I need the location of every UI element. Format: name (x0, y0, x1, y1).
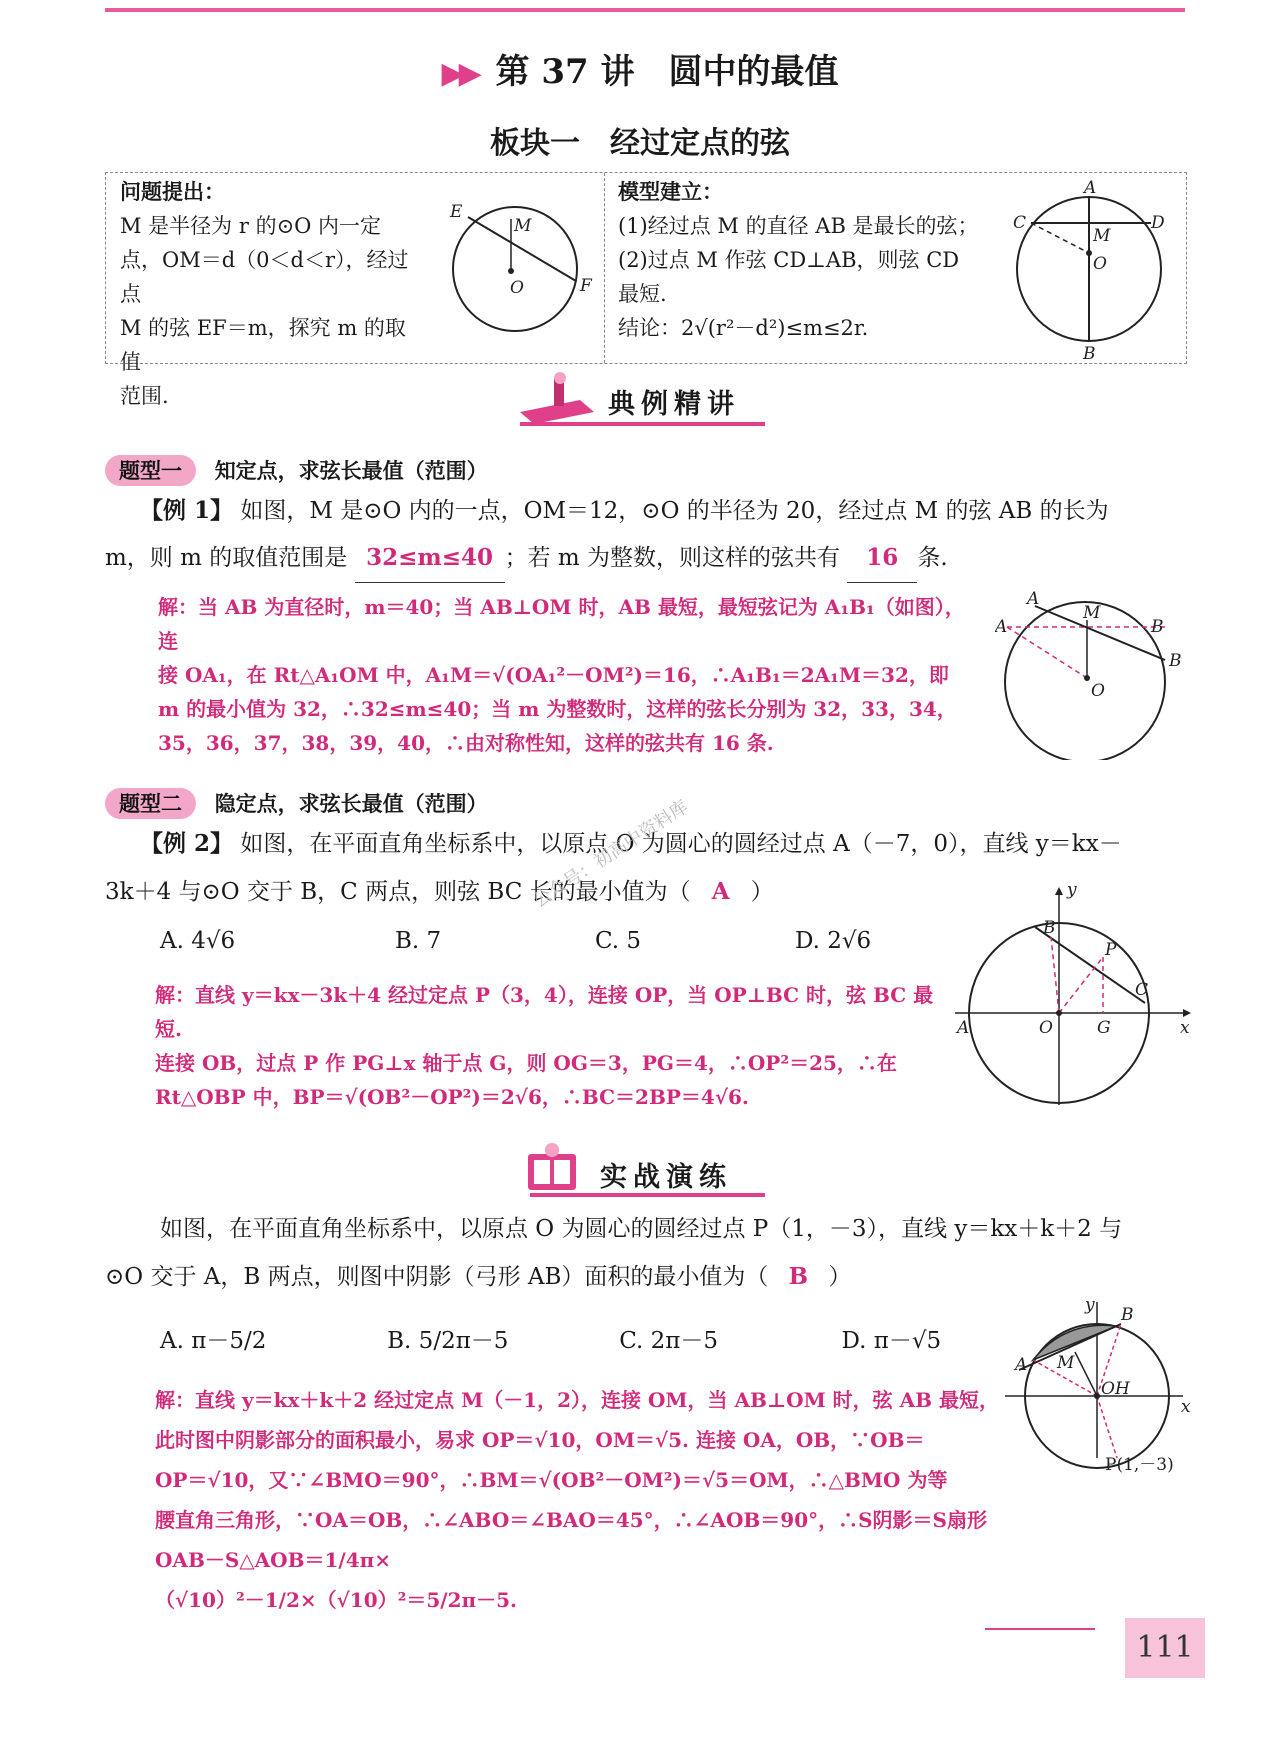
svg-text:B: B (1121, 1305, 1134, 1325)
svg-text:B: B (1043, 918, 1056, 938)
practice-solution: 解：直线 y＝kx＋k＋2 经过定点 M（－1，2），连接 OM，当 AB⊥OM 时，弦 AB 最短， 此时图中阴影部分的面积最小，易求 OP＝√10，OM＝√5. 连接 OA，OB，∵OB＝ OP＝√10，又∵∠BMO＝90°，∴BM＝√(OB²－OM²)＝√5＝OM，∴△BMO 为等 腰直角三角形，∵OA＝OB，∴∠ABO＝∠BAO＝45°，∴∠AOB＝90°，∴S阴影＝S扇形OAB－S△AOB＝1/4π× （√10）²－1/2×（√10）²＝5/2π－5. (155, 1388, 1000, 1612)
example1-solution: 解：当 AB 为直径时，m＝40；当 AB⊥OM 时，AB 最短，最短弦记为 A₁B₁（如图），连 接 OA₁，在 Rt△A₁OM 中，A₁M＝√(OA₁²－OM²)＝16，∴A₁B₁＝2A₁M＝32，即 m 的最小值为 32，∴32≤m≤40；当 m 为整数时，这样的弦长分别为 32，33，34， 35，36，37，38，39，40，∴由对称性知，这样的弦共有 16 条. (158, 595, 965, 755)
section-heading-practice: 实战演练 (600, 1162, 732, 1193)
svg-text:x: x (1181, 1397, 1191, 1417)
svg-text:O: O (510, 278, 524, 298)
intro-figure-1 (428, 181, 603, 356)
svg-text:H: H (1115, 1379, 1130, 1399)
type2-heading: 题型二 隐定点，求弦长最值（范围） (105, 788, 488, 818)
svg-text:A: A (1027, 590, 1040, 609)
svg-text:O: O (1101, 1379, 1115, 1399)
answer-blank: 16 (847, 534, 917, 583)
example2-options: A. 4√6 B. 7 C. 5 D. 2√6 (160, 928, 872, 954)
svg-text:B: B (1151, 617, 1164, 637)
example2-figure (955, 885, 1195, 1110)
example2-solution: 解：直线 y＝kx－3k＋4 经过定点 P（3，4），连接 OP，当 OP⊥BC 时，弦 BC 最短. 连接 OB，过点 P 作 PG⊥x 轴于点 G，则 OG＝3，PG＝4，∴OP²＝25，∴在 Rt△OBP 中，BP＝√(OB²－OP²)＝2√6，∴BC＝2BP＝4√6. (155, 983, 934, 1109)
example1-line1: 【例 1】 如图，M 是⊙O 内的一点，OM＝12，⊙O 的半径为 20，经过点 M 的弦 AB 的长为 (140, 497, 1109, 524)
model-statement: 模型建立： (1)经过点 M 的直径 AB 是最长的弦； (2)过点 M 作弦 CD⊥AB，则弦 CD 最短. 结论：2√(r²－d²)≤m≤2r. (618, 179, 979, 340)
svg-text:A: A (957, 1018, 970, 1038)
svg-text:O: O (1091, 681, 1105, 701)
book-icon (522, 1140, 582, 1196)
svg-text:E: E (450, 202, 463, 222)
desk-icon (510, 372, 598, 428)
svg-text:M: M (1093, 226, 1111, 246)
type-tag: 题型二 (105, 788, 196, 819)
svg-text:A: A (1015, 1355, 1028, 1375)
practice-line1: 如图，在平面直角坐标系中，以原点 O 为圆心的圆经过点 P（1，－3），直线 y＝kx＋k＋2 与 (160, 1216, 1123, 1242)
type-tag: 题型一 (105, 455, 196, 486)
svg-text:C: C (1135, 980, 1149, 1000)
type1-heading: 题型一 知定点，求弦长最值（范围） (105, 455, 488, 485)
example1-line2: m，则 m 的取值范围是 32≤m≤40 ；若 m 为整数，则这样的弦共有 16 条. (105, 534, 1185, 583)
svg-text:O: O (1039, 1018, 1053, 1038)
example2-line2: 3k＋4 与⊙O 交于 B，C 两点，则弦 BC 长的最小值为（ A ） (105, 878, 774, 905)
svg-text:M: M (1083, 603, 1101, 623)
practice-figure (1005, 1298, 1195, 1473)
problem-statement: 问题提出： M 是半径为 r 的⊙O 内一定 点，OM＝d（0＜d＜r），经过点 M 的弦 EF＝m，探究 m 的取值 范围. (120, 179, 409, 408)
svg-text:M: M (1057, 1353, 1075, 1373)
svg-text:M: M (514, 216, 532, 236)
svg-text:G: G (1097, 1018, 1111, 1038)
watermark: 公众号：初高中资料库 (529, 796, 693, 913)
svg-text:P: P (1105, 940, 1117, 960)
svg-text:B: B (1169, 651, 1182, 671)
svg-text:A: A (1084, 178, 1097, 198)
svg-text:A: A (995, 617, 1008, 637)
section-title: 板块一 经过定点的弦 (490, 126, 790, 161)
svg-text:B: B (1083, 344, 1096, 363)
example1-figure (995, 590, 1195, 760)
svg-text:y: y (1067, 885, 1077, 900)
answer-blank: 32≤m≤40 (355, 534, 505, 583)
section-heading-examples: 典例精讲 (608, 389, 740, 420)
svg-text:O: O (1093, 254, 1107, 274)
svg-text:x: x (1180, 1018, 1190, 1038)
lecture-title: ▶▶ 第 37 讲 圆中的最值 (441, 52, 839, 92)
practice-options: A. π－5/2 B. 5/2π－5 C. 2π－5 D. π－√5 (160, 1328, 942, 1354)
intro-figure-2 (1001, 173, 1181, 363)
svg-text:C: C (1013, 213, 1027, 233)
double-arrow-icon: ▶▶ (441, 56, 476, 91)
svg-text:F: F (580, 276, 592, 296)
page-number: 111 (1125, 1618, 1205, 1678)
svg-text:D: D (1151, 213, 1165, 233)
top-rule (105, 8, 1185, 12)
svg-text:y: y (1085, 1298, 1095, 1315)
practice-line2: ⊙O 交于 A，B 两点，则图中阴影（弓形 AB）面积的最小值为（ B ） (105, 1263, 852, 1290)
example2-line1: 【例 2】 如图，在平面直角坐标系中，以原点 O 为圆心的圆经过点 A（－7，0），直线 y＝kx－ (140, 830, 1122, 857)
svg-text:P(1,－3): P(1,－3) (1105, 1455, 1174, 1473)
